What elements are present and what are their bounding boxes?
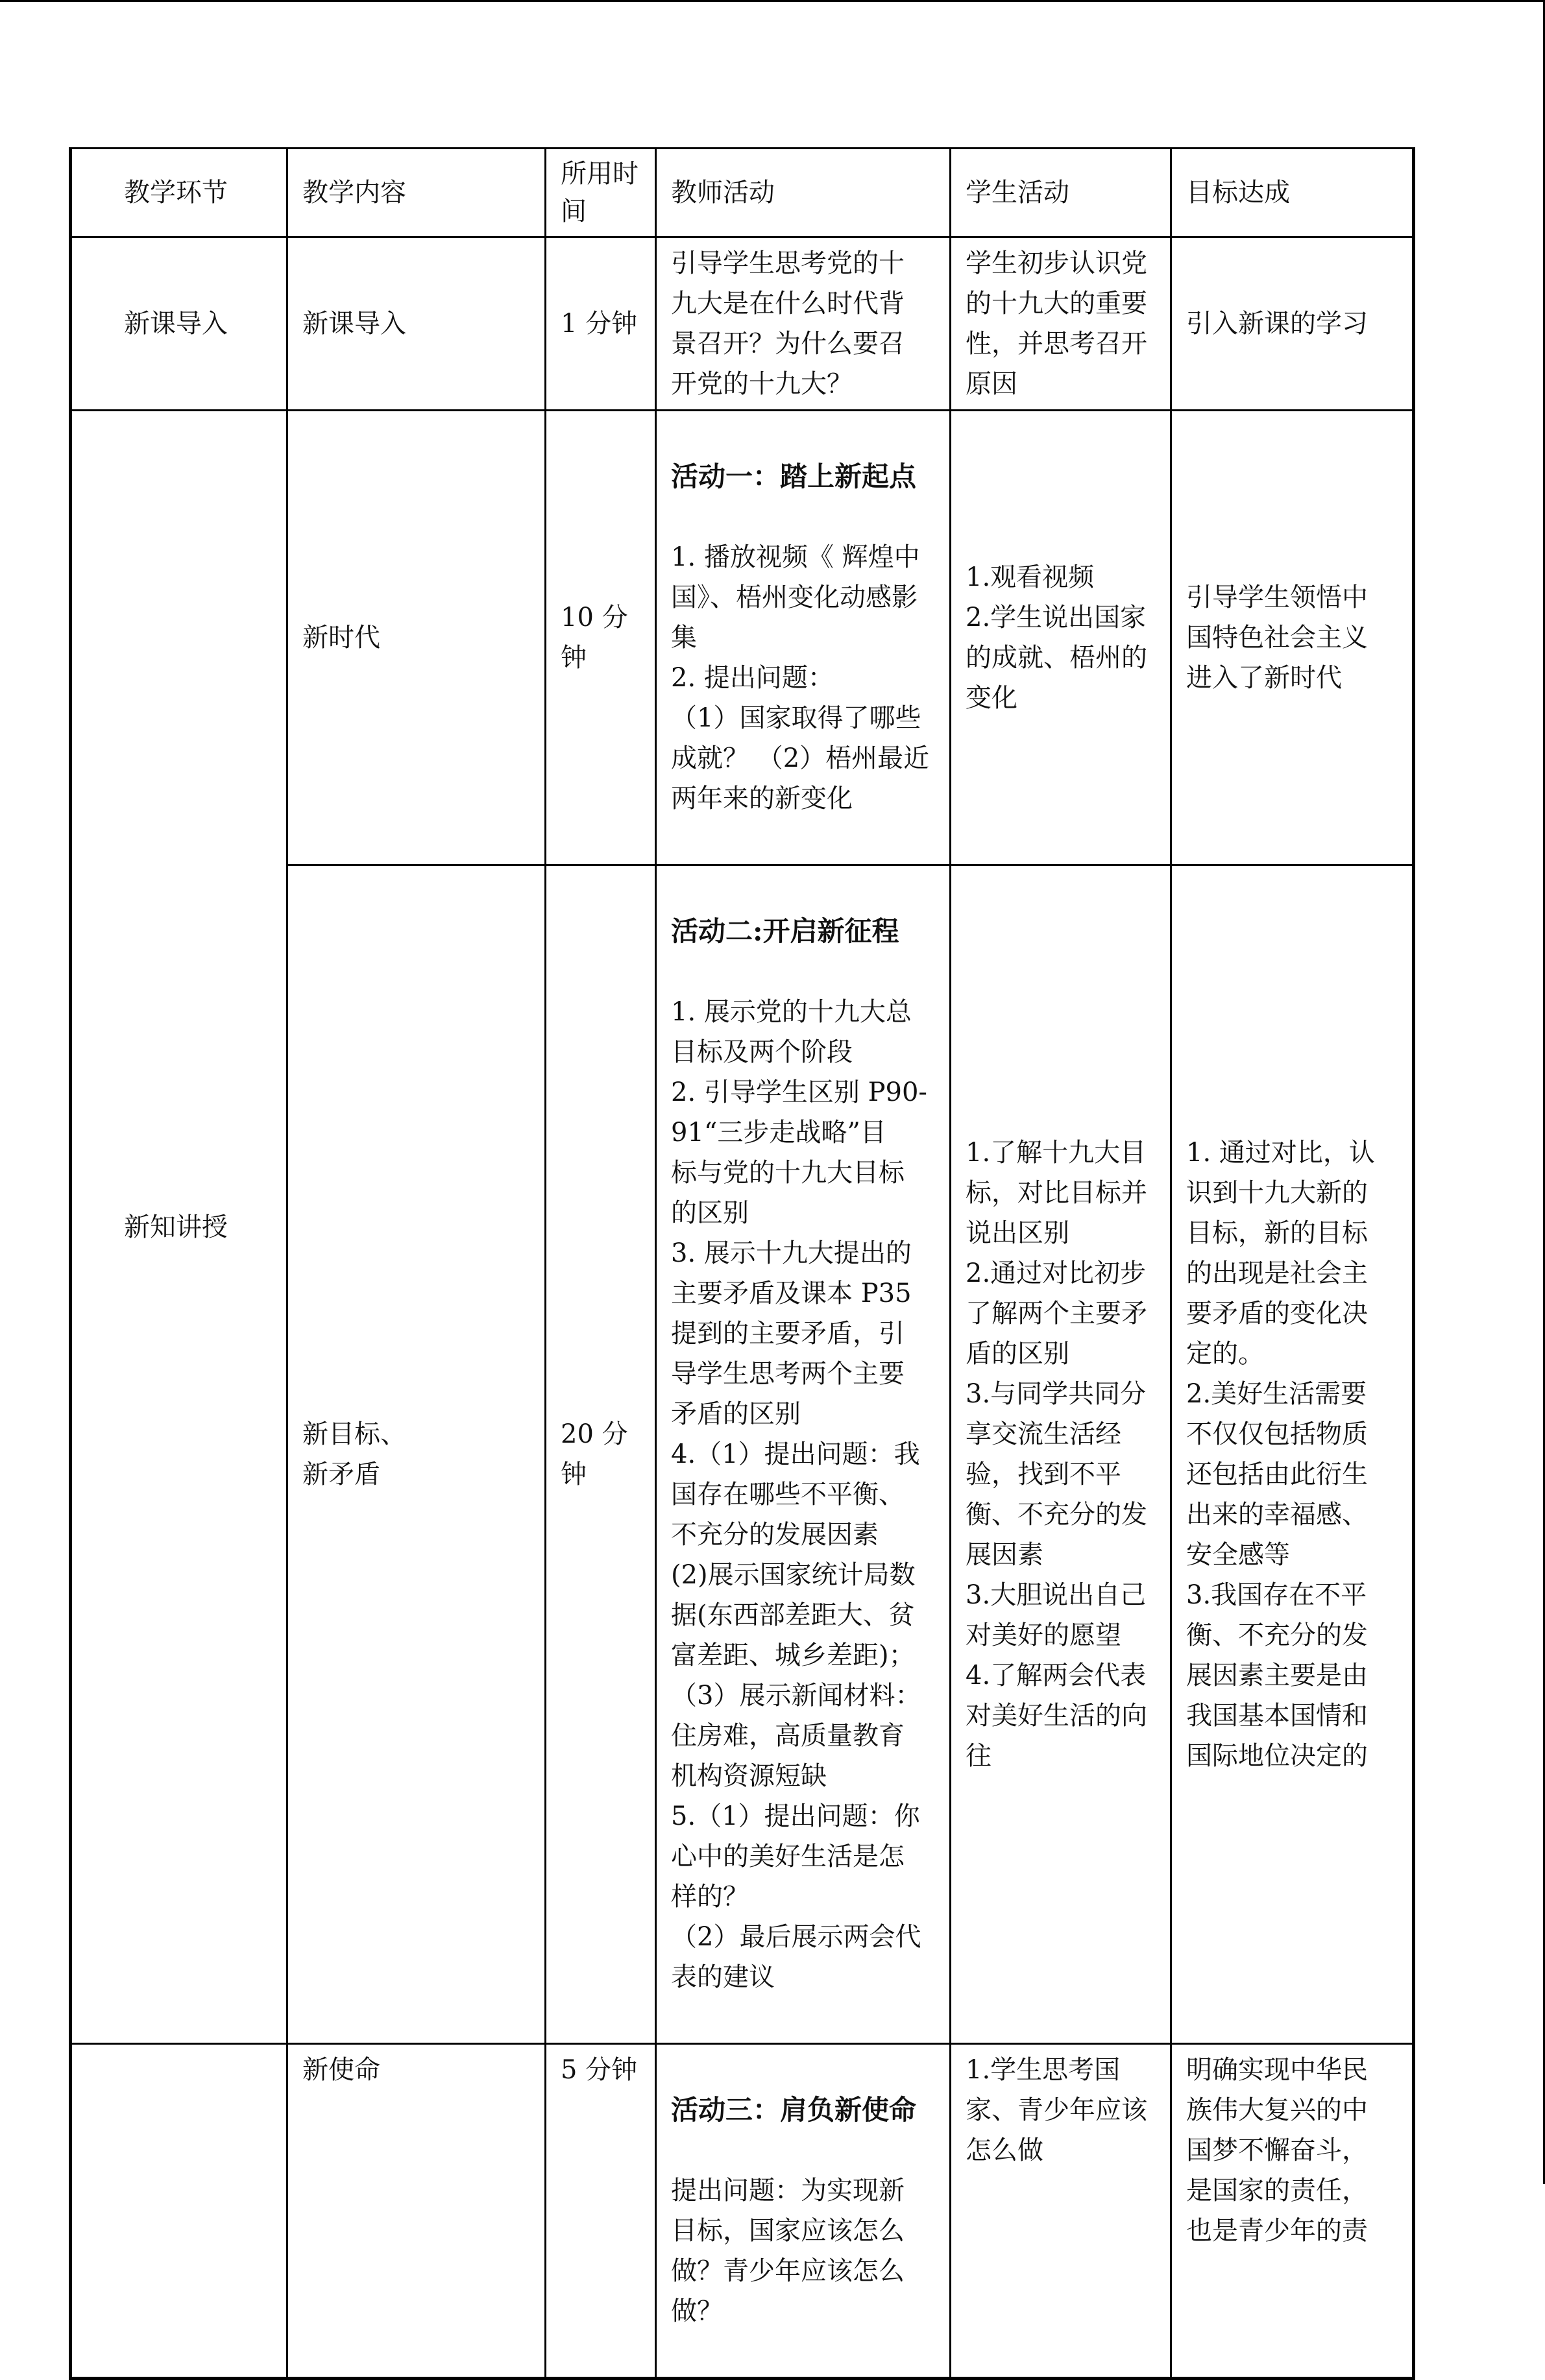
goals-student-activity: 1.了解十九大目 标，对比目标并 说出区别 2.通过对比初步 了解两个主要矛 盾的区别 3.与同学共同分 享交流生活经 验，找到不平 衡、不充分的发 展因素 3.大胆说出自己 对美好的愿望 4.了解两会代表 对美好生活的向 往	[951, 865, 1171, 2044]
goals-goal: 1. 通过对比，认 识到十九大新的 目标，新的目标 的出现是社会主 要矛盾的变化决 定的。 2.美好生活需要 不仅仅包括物质 还包括由此衍生 出来的幸福感、 安全感等 3.我国存在不平 衡、不充分的发 展因素主要是由 我国基本国情和 国际地位决定的	[1171, 865, 1414, 2044]
era-teacher-activity	[656, 411, 951, 865]
table-row-new-era	[71, 411, 1414, 865]
goals-content: 新目标、 新矛盾	[287, 865, 546, 2044]
intro-content: 新课导入	[287, 237, 546, 411]
era-content: 新时代	[287, 411, 546, 865]
goals-teacher-text: 1. 展示党的十九大总 目标及两个阶段 2. 引导学生区别 P90- 91“三步走战略”目 标与党的十九大目标 的区别 3. 展示十九大提出的 主要矛盾及课本 P35 提到的主要矛盾，引 导学生思考两个主要 矛盾的区别 4.（1）提出问题：我 国存在哪些不平衡、 不充分的发展因素 (2)展示国家统计局数 据(东西部差距大、贫 富差距、城乡差距)； （3）展示新闻材料： 住房难，高质量教育 机构资源短缺 5.（1）提出问题：你 心中的美好生活是怎 样的？ （2）最后展示两会代 表的建议	[671, 997, 927, 1992]
intro-time: 1 分钟	[546, 237, 656, 411]
header-stage: 教学环节	[71, 149, 287, 237]
era-goal: 引导学生领悟中 国特色社会主义 进入了新时代	[1171, 411, 1414, 865]
era-teacher-text: 1. 播放视频《 辉煌中 国》、梧州变化动感影 集 2. 提出问题： （1）国家取得了哪些 成就？ （2）梧州最近 两年来的新变化	[671, 542, 930, 813]
goals-teacher-activity	[656, 865, 951, 2044]
table-header-row	[71, 149, 1414, 237]
intro-student-activity: 学生初步认识党 的十九大的重要 性，并思考召开 原因	[951, 237, 1171, 411]
mission-teacher-text: 提出问题：为实现新 目标，国家应该怎么 做？青少年应该怎么 做？	[671, 2176, 905, 2326]
mission-stage	[71, 2044, 287, 2379]
intro-goal: 引入新课的学习	[1171, 237, 1414, 411]
goals-time: 20 分 钟	[546, 865, 656, 2044]
mission-content: 新使命	[287, 2044, 546, 2379]
header-time: 所用时 间	[546, 149, 656, 237]
table-row-new-mission	[71, 2044, 1414, 2379]
mission-goal: 明确实现中华民 族伟大复兴的中 国梦不懈奋斗， 是国家的责任， 也是青少年的责	[1171, 2044, 1414, 2379]
header-student-activity: 学生活动	[951, 149, 1171, 237]
table-row-intro	[71, 237, 1414, 411]
activity-three-title: 活动三：肩负新使命	[671, 2094, 917, 2126]
intro-stage: 新课导入	[71, 237, 287, 411]
new-knowledge-stage: 新知讲授	[71, 411, 287, 2044]
era-time: 10 分 钟	[546, 411, 656, 865]
era-student-activity: 1.观看视频 2.学生说出国家 的成就、梧州的 变化	[951, 411, 1171, 865]
mission-student-activity: 1.学生思考国 家、青少年应该 怎么做	[951, 2044, 1171, 2379]
activity-one-title: 活动一：踏上新起点	[671, 461, 917, 492]
activity-two-title: 活动二:开启新征程	[671, 915, 899, 947]
page-top-rule	[0, 0, 1545, 2]
lesson-plan-table	[69, 147, 1415, 2380]
header-goal: 目标达成	[1171, 149, 1414, 237]
intro-teacher-activity: 引导学生思考党的十 九大是在什么时代背 景召开？为什么要召 开党的十九大？	[656, 237, 951, 411]
header-teacher-activity: 教师活动	[656, 149, 951, 237]
mission-time: 5 分钟	[546, 2044, 656, 2379]
mission-teacher-activity	[656, 2044, 951, 2379]
header-content: 教学内容	[287, 149, 546, 237]
